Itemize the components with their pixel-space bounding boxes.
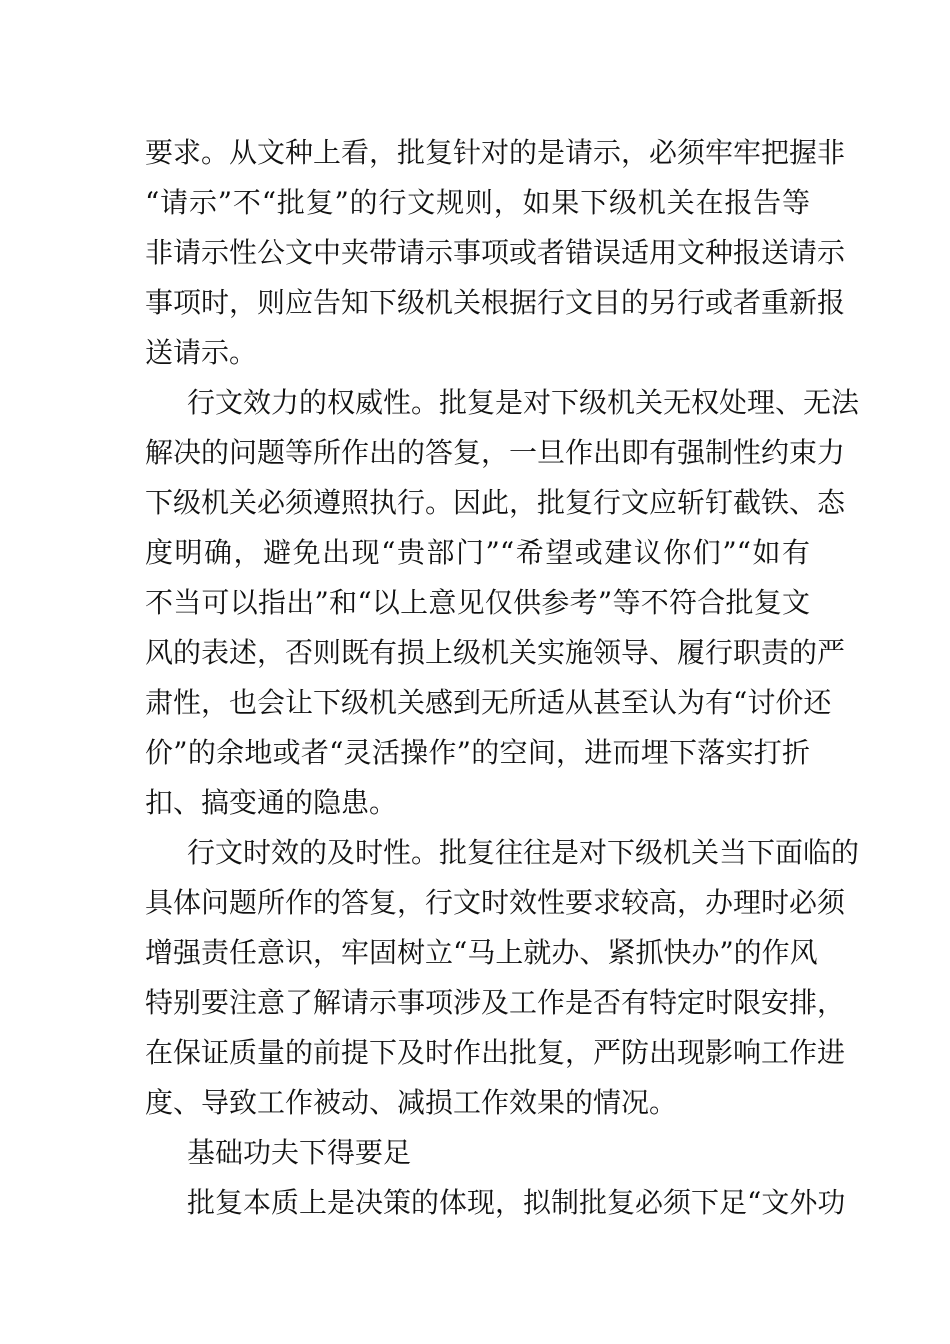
text-line: 不当可以指出”和“以上意见仅供参考”等不符合批复文	[145, 586, 810, 619]
text-line: 解决的问题等所作出的答复，一旦作出即有强制性约束力	[145, 436, 846, 469]
text-line: 非请示性公文中夹带请示事项或者错误适用文种报送请示	[145, 236, 846, 269]
paragraph-start-line: 行文效力的权威性。批复是对下级机关无权处理、无法	[187, 386, 860, 419]
text-line: 度、导致工作被动、减损工作效果的情况。	[145, 1086, 678, 1119]
text-line: 度明确，避免出现“贵部门”“希望或建议你们”“如有	[145, 536, 810, 569]
paragraph-start-line: 行文时效的及时性。批复往往是对下级机关当下面临的	[187, 836, 860, 869]
text-line: 扣、搞变通的隐患。	[145, 786, 398, 819]
text-line: 要求。从文种上看，批复针对的是请示，必须牢牢把握非	[145, 136, 846, 169]
text-line: 具体问题所作的答复，行文时效性要求较高，办理时必须	[145, 886, 846, 919]
document-body	[145, 128, 860, 1228]
text-line: 送请示。	[145, 336, 258, 369]
section-heading: 基础功夫下得要足	[187, 1136, 412, 1169]
text-line: 下级机关必须遵照执行。因此，批复行文应斩钉截铁、态	[145, 486, 846, 519]
text-line: 风的表述，否则既有损上级机关实施领导、履行职责的严	[145, 636, 846, 669]
text-line: 特别要注意了解请示事项涉及工作是否有特定时限安排，	[145, 986, 846, 1019]
paragraph-start-line: 批复本质上是决策的体现，拟制批复必须下足“文外功	[187, 1186, 846, 1219]
text-line: 价”的余地或者“灵活操作”的空间，进而埋下落实打折	[145, 736, 810, 769]
text-line: “请示”不“批复”的行文规则，如果下级机关在报告等	[145, 186, 810, 219]
text-line: 在保证质量的前提下及时作出批复，严防出现影响工作进	[145, 1036, 846, 1069]
text-line: 肃性，也会让下级机关感到无所适从甚至认为有“讨价还	[145, 686, 832, 719]
text-line: 事项时，则应告知下级机关根据行文目的另行或者重新报	[145, 286, 846, 319]
text-line: 增强责任意识，牢固树立“马上就办、紧抓快办”的作风	[145, 936, 818, 969]
